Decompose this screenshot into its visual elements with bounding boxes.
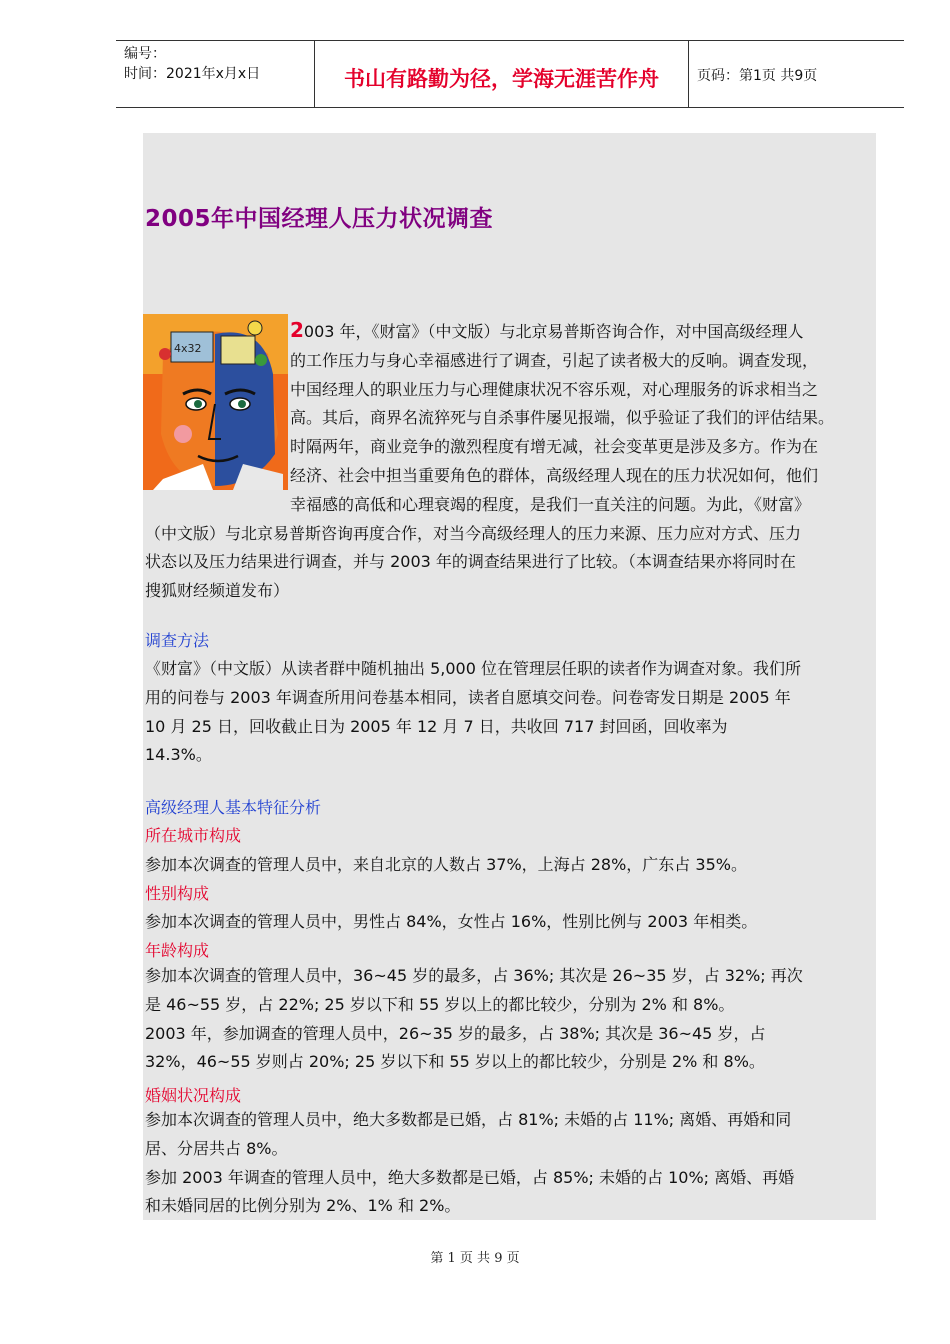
marriage-line: 参加本次调查的管理人员中，绝大多数都是已婚，占 81%; 未婚的占 11%; 离婚、再婚和同: [145, 1110, 792, 1129]
intro-line: （中文版）与北京易普斯咨询再度合作，对当今高级经理人的压力来源、压力应对方式、压力: [145, 523, 802, 543]
intro-line: 时隔两年，商业竞争的激烈程度有增无减，社会变革更是涉及多方。作为在: [290, 437, 819, 457]
marriage-line: 和未婚同居的比例分别为 2%、1% 和 2%。: [145, 1196, 461, 1216]
intro-line: 003 年，《财富》（中文版）与北京易普斯咨询合作，对中国高级经理人: [303, 322, 804, 341]
intro-line: 中国经理人的职业压力与心理健康状况不容乐观，对心理服务的诉求相当之: [290, 379, 819, 399]
header-motto-cell: [315, 41, 689, 107]
age-line: 是 46~55 岁，占 22%; 25 岁以下和 55 岁以上的都比较少，分别为 2% 和 8%。: [145, 994, 735, 1014]
header-meta-cell: [116, 41, 315, 107]
features-heading: 高级经理人基本特征分析: [145, 798, 322, 817]
intro-line: 高。其后，商界名流猝死与自杀事件屡见报端，似乎验证了我们的评估结果。: [290, 408, 835, 428]
marriage-heading: 婚姻状况构成: [145, 1086, 242, 1105]
method-heading: 调查方法: [145, 631, 210, 650]
age-line: 2003 年，参加调查的管理人员中，26~35 岁的最多，占 38%; 其次是 36~45 岁，占: [145, 1023, 766, 1043]
header-page-cell: [689, 41, 904, 107]
age-line: 32%，46~55 岁则占 20%; 25 岁以下和 55 岁以上的都比较少，分别是 2% 和 8%。: [145, 1052, 765, 1072]
method-paragraph: [145, 655, 870, 770]
drop-cap: 2: [290, 318, 304, 342]
method-line: 用的问卷与 2003 年调查所用问卷基本相同，读者自愿填交问卷。问卷寄发日期是 2005 年: [145, 687, 791, 707]
marriage-line: 参加 2003 年调查的管理人员中，绝大多数都是已婚，占 85%; 未婚的占 10%; 离婚、再婚: [145, 1167, 795, 1187]
gender-heading: 性别构成: [145, 884, 210, 903]
illustration-text: 4x32: [174, 342, 202, 355]
time-label: 时间：2021年x月x日: [124, 66, 261, 82]
method-line: 《财富》（中文版）从读者群中随机抽出 5,000 位在管理层任职的读者作为调查对象。我们所: [145, 659, 801, 678]
age-line: 参加本次调查的管理人员中，36~45 岁的最多，占 36%; 其次是 26~35 岁，占 32%; 再次: [145, 966, 803, 985]
code-label: 编号：: [124, 46, 166, 62]
intro-line: 的工作压力与身心幸福感进行了调查，引起了读者极大的反响。调查发现，: [290, 350, 819, 370]
method-line: 10 月 25 日，回收截止日为 2005 年 12 月 7 日，共收回 717 封回函，回收率为: [145, 716, 728, 736]
page-footer: 第 1 页 共 9 页: [430, 1251, 520, 1266]
age-paragraph: [145, 962, 870, 1077]
intro-line: 搜狐财经频道发布）: [145, 581, 290, 601]
marriage-paragraph: [145, 1106, 870, 1221]
intro-paragraph: [145, 316, 870, 606]
page-info: 页码：第1页 共9页: [697, 68, 818, 84]
city-text: 参加本次调查的管理人员中，来自北京的人数占 37%，上海占 28%，广东占 35%。: [145, 855, 747, 874]
article-title: 2005年中国经理人压力状况调查: [145, 206, 494, 232]
intro-line: 经济、社会中担当重要角色的群体，高级经理人现在的压力状况如何，他们: [290, 465, 819, 485]
age-heading: 年龄构成: [145, 941, 210, 960]
document-header: [116, 40, 904, 108]
intro-line: 状态以及压力结果进行调查，并与 2003 年的调查结果进行了比较。（本调查结果亦将同时在: [145, 552, 796, 572]
marriage-line: 居、分居共占 8%。: [145, 1138, 288, 1158]
intro-line: 幸福感的高低和心理衰竭的程度，是我们一直关注的问题。为此，《财富》: [290, 494, 811, 514]
city-heading: 所在城市构成: [145, 826, 242, 845]
method-line: 14.3%。: [145, 745, 212, 765]
gender-text: 参加本次调查的管理人员中，男性占 84%，女性占 16%，性别比例与 2003 年相类。: [145, 912, 758, 931]
motto-text: 书山有路勤为径，学海无涯苦作舟: [344, 66, 659, 91]
